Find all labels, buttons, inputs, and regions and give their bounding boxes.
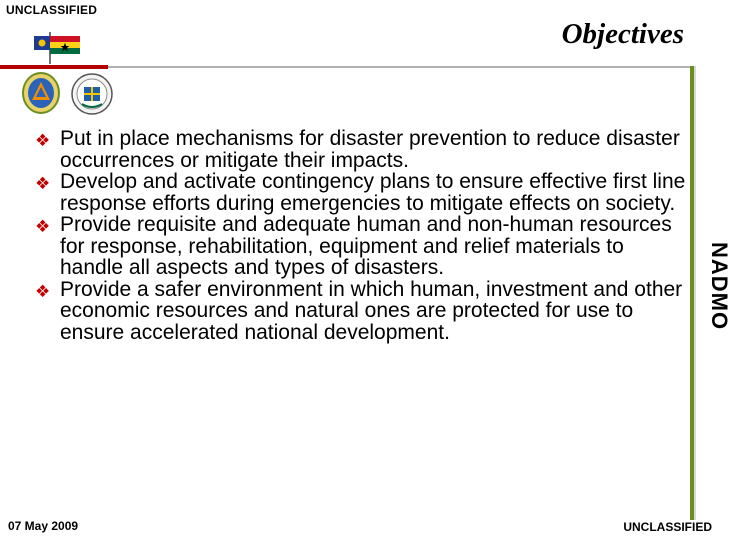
diamond-bullet-icon: ❖: [35, 174, 51, 193]
objective-text: Provide requisite and adequate human and non-human resources for response, rehabilitation, equipment and relief materials to handle all aspects and types of disasters.: [60, 213, 672, 279]
objective-text: Develop and activate contingency plans to ensure effective first line response efforts during emergencies to mitigate effects on society.: [60, 170, 686, 215]
logo-group: [20, 28, 120, 118]
classification-top: UNCLASSIFIED: [6, 3, 98, 17]
footer-date: 07 May 2009: [8, 519, 79, 533]
objective-text: Provide a safer environment in which human, investment and other economic resources and natural ones are protected for use to ensure accelerated national development.: [60, 277, 683, 344]
diamond-bullet-icon: ❖: [35, 281, 51, 301]
ghana-coat-of-arms: [70, 72, 114, 116]
nadmo-emblem: [20, 70, 62, 116]
list-item: [35, 171, 690, 214]
side-rule-shadow: [694, 66, 696, 520]
side-label-nadmo: NADMO: [707, 242, 732, 331]
classification-bottom: UNCLASSIFIED: [623, 520, 712, 534]
page-title: Objectives: [561, 18, 684, 50]
header-rule-gray: [108, 66, 690, 68]
list-item: [35, 214, 690, 279]
header-rule-red: [0, 65, 108, 69]
list-item: [35, 128, 690, 171]
diamond-bullet-icon: ❖: [35, 217, 51, 236]
diamond-bullet-icon: ❖: [35, 131, 51, 150]
objective-text: Put in place mechanisms for disaster prevention to reduce disaster occurrences or mitigate their impacts.: [60, 127, 680, 172]
list-item: [35, 279, 690, 344]
objectives-list: [35, 128, 690, 343]
